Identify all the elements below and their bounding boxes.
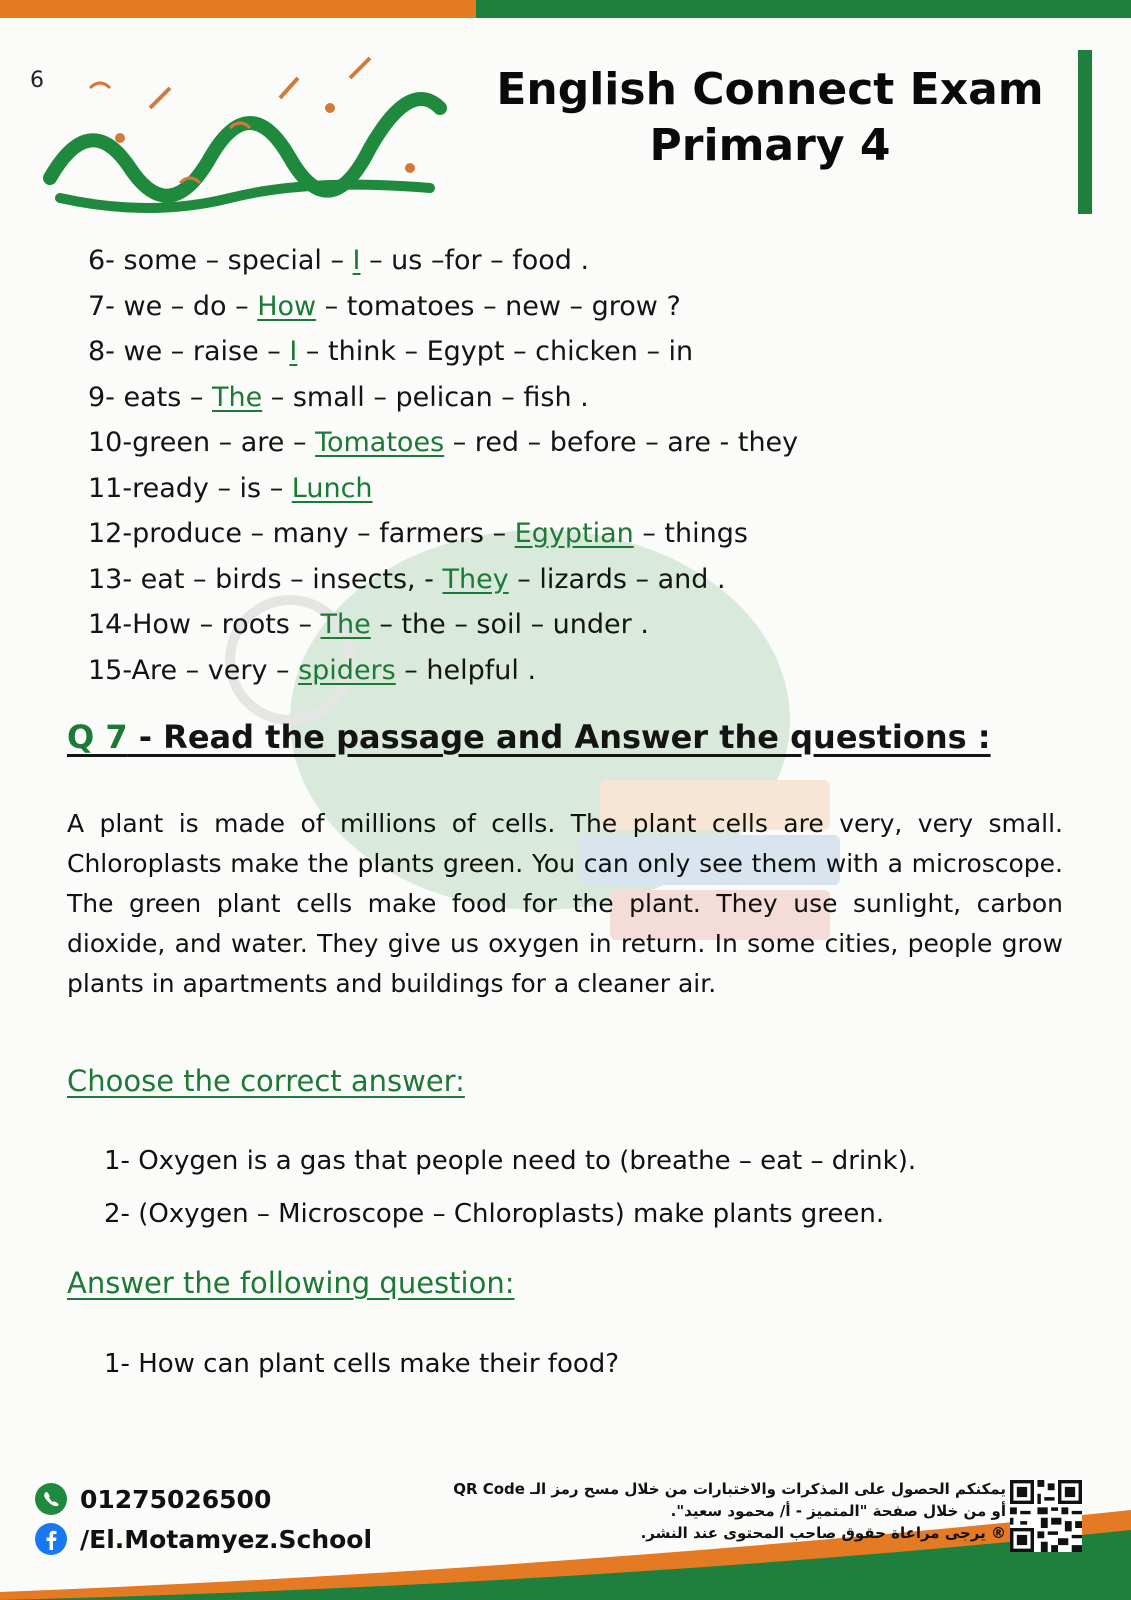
answer-item: 1- How can plant cells make their food? <box>104 1349 620 1379</box>
sentence-item: 12-produce – many – farmers – Egyptian – things <box>88 518 748 549</box>
facebook-handle: /El.Motamyez.School <box>80 1524 373 1554</box>
sentence-keyword: I <box>289 336 298 367</box>
logo-calligraphy <box>30 48 460 218</box>
arabic-note-line3: ® يرجى مراعاة حقوق صاحب المحتوى عند النشر. <box>640 1524 1006 1542</box>
facebook-icon <box>34 1522 68 1556</box>
sentence-keyword: Egyptian <box>514 518 634 549</box>
arabic-note-line2: أو من خلال صفحة "المتميز - أ/ محمود سعيد". <box>670 1502 1006 1520</box>
sentence-item: 10-green – are – Tomatoes – red – before – are - they <box>88 427 799 458</box>
whatsapp-icon <box>34 1482 68 1516</box>
question-number: Q 7 <box>67 718 128 756</box>
exam-title-line2: Primary 4 <box>649 120 891 171</box>
sentence-keyword: Lunch <box>291 472 373 504</box>
sentence-item: 9- eats – The – small – pelican – fish . <box>88 381 589 413</box>
sentence-keyword: The <box>211 381 263 413</box>
reading-passage: A plant is made of millions of cells. The plant cells are very, very small. Chloroplasts make the plants green. You can only see them with a microscope. The green plant cells make food for the plant. They use sunlight, carbon dioxide, and water. They give us oxygen in return. In some cities, people grow plants in apartments and buildings for a cleaner air. <box>67 809 1063 998</box>
side-accent-bar <box>1078 50 1092 214</box>
question-title: - Read the passage and Answer the questions : <box>127 718 991 756</box>
top-bar-green <box>476 0 1131 18</box>
facebook-contact <box>34 1522 372 1556</box>
sentence-item: 13- eat – birds – insects, - They – lizards – and . <box>88 563 726 595</box>
question-7-heading <box>67 718 991 756</box>
sentence-item: 11-ready – is – Lunch <box>88 472 373 504</box>
sentence-item: 14-How – roots – The – the – soil – under . <box>88 609 649 640</box>
sentence-item: 6- some – special – I – us –for – food . <box>88 245 590 276</box>
arabic-note-line1: يمكنكم الحصول على المذكرات والاختبارات من خلال مسح رمز الـ QR Code <box>453 1480 1006 1498</box>
choose-item: 1- Oxygen is a gas that people need to (breathe – eat – drink). <box>104 1146 917 1176</box>
page-number: 6 <box>30 68 44 93</box>
sentence-keyword: The <box>320 609 371 640</box>
sentence-item: 15-Are – very – spiders – helpful . <box>88 654 537 686</box>
footer-arabic-note <box>360 1478 1006 1544</box>
sentence-item: 7- we – do – How – tomatoes – new – grow ? <box>88 290 681 322</box>
phone-contact <box>34 1482 271 1516</box>
exam-title <box>470 62 1070 174</box>
qr-code-icon <box>1010 1480 1082 1552</box>
phone-number: 01275026500 <box>80 1484 272 1514</box>
sentence-keyword: I <box>352 245 361 276</box>
sentence-keyword: How <box>257 290 317 322</box>
sentence-item: 8- we – raise – I – think – Egypt – chicken – in <box>88 336 694 367</box>
top-bar-orange <box>0 0 476 18</box>
sentence-keyword: spiders <box>298 654 396 686</box>
choose-heading: Choose the correct answer: <box>67 1064 465 1098</box>
choose-item: 2- (Oxygen – Microscope – Chloroplasts) make plants green. <box>104 1199 885 1229</box>
exam-title-line1: English Connect Exam <box>496 64 1044 115</box>
answer-heading: Answer the following question: <box>67 1266 515 1300</box>
sentence-keyword: They <box>442 563 509 595</box>
sentence-keyword: Tomatoes <box>315 427 445 458</box>
rearrange-sentences-list <box>88 238 798 693</box>
